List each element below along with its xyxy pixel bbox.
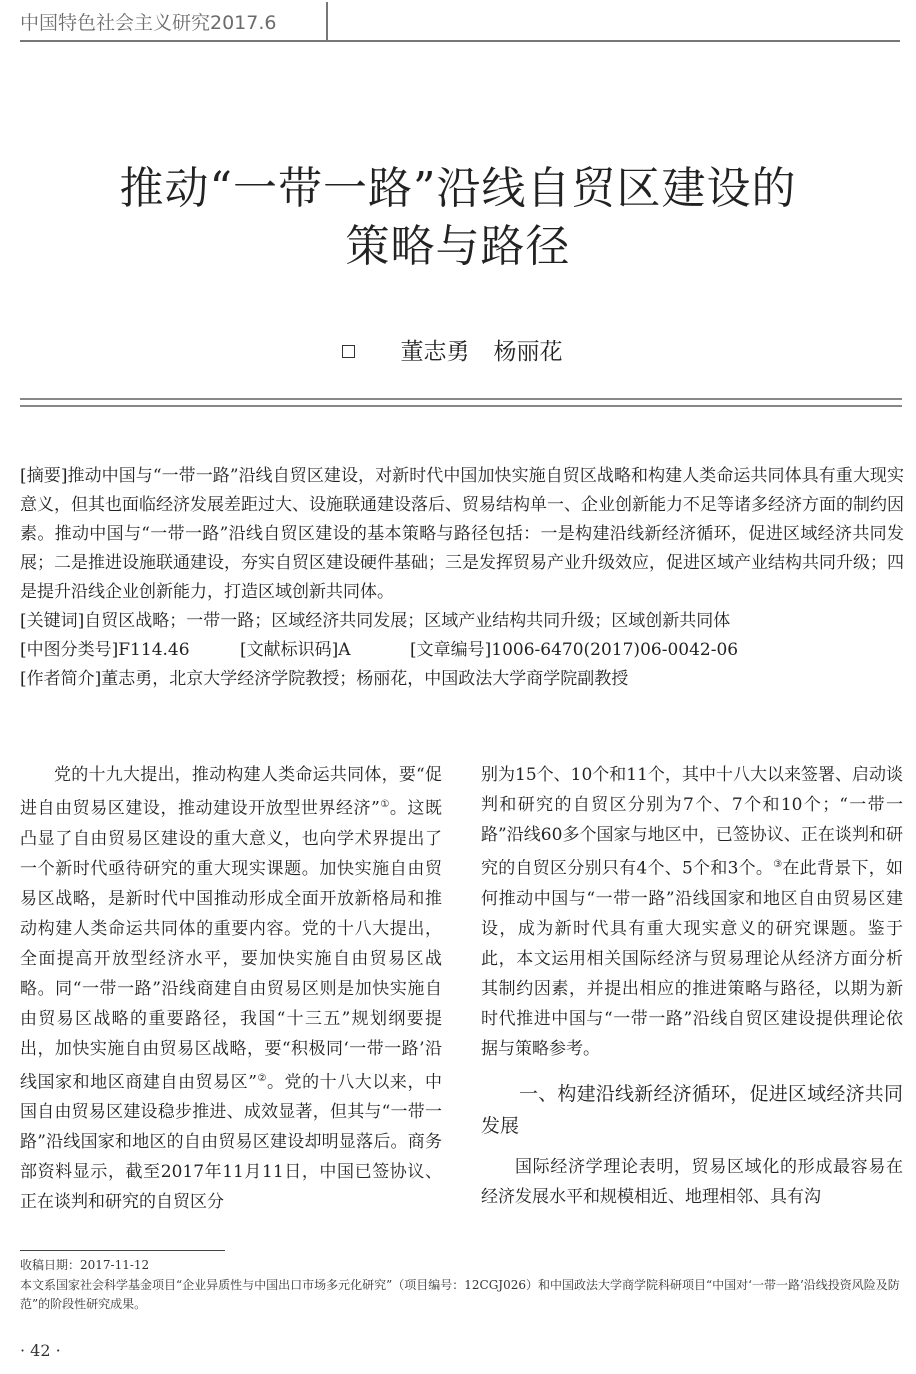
body-paragraph: [481, 760, 903, 1064]
footnote-ref: ①: [379, 799, 390, 810]
abstract-text: [摘要]推动中国与“一带一路”沿线自贸区建设，对新时代中国加快实施自贸区战略和构建人类命运共同体具有重大现实意义，但其也面临经济发展差距过大、设施联通建设落后、贸易结构单一、企业创新能力不足等诸多经济方面的制约因素。推动中国与“一带一路”沿线自贸区建设的基本策略与路径包括：一是构建沿线新经济循环，促进区域经济共同发展；二是推进设施联通建设，夯实自贸区建设硬件基础；三是发挥贸易产业升级效应，促进区域产业结构共同升级；四是提升沿线企业创新能力，打造区域创新共同体。: [20, 466, 904, 602]
text-run: 在此背景下，如何推动中国与“一带一路”沿线国家和地区自由贸易区建设，成为新时代具有重大现实意义的研究课题。鉴于此，本文运用相关国际经济与贸易理论从经济方面分析其制约因素，并提出相应的推进策略与路径，以期为新时代推进中国与“一带一路”沿线自贸区建设提供理论依据与策略参考。: [481, 858, 904, 1059]
footnote-ref: ②: [256, 1072, 267, 1084]
author-line: [0, 333, 916, 366]
received-date: 收稿日期：2017-11-12: [20, 1258, 150, 1272]
body-column-right: [481, 760, 903, 1212]
document-code: [文献标识码]A: [240, 640, 351, 660]
article-number: [文章编号]1006-6470(2017)06-0042-06: [410, 640, 739, 660]
header-rule: [20, 40, 900, 42]
page-number: · 42 ·: [20, 1341, 61, 1360]
square-bullet-icon: [342, 345, 355, 358]
journal-header: 中国特色社会主义研究2017.6: [20, 12, 277, 34]
text-run: 别为15个、10个和11个，其中十八大以来签署、启动谈判和研究的自贸区分别为7个、7个和10个；“一带一路”沿线60多个国家与地区中，已签协议、正在谈判和研究的自贸区分别只有4个、5个和3个。: [481, 765, 903, 879]
classification-line: [20, 636, 904, 665]
author-intro: [作者简介]董志勇，北京大学经济学院教授；杨丽花，中国政法大学商学院副教授: [20, 669, 629, 689]
author-name: 董志勇: [400, 339, 470, 365]
section-heading: 一、构建沿线新经济循环，促进区域经济共同发展: [481, 1082, 903, 1137]
abstract-block: [20, 462, 904, 694]
title-rule-bottom: [20, 405, 902, 407]
text-run: 。这既凸显了自由贸易区建设的重大意义，也向学术界提出了一个新时代亟待研究的重大现实课题。加快实施自由贸易区战略，是新时代中国推动形成全面开放新格局和推动构建人类命运共同体的重要内容。党的十八大提出，全面提高开放型经济水平，要加快实施自由贸易区战略。同“一带一路”沿线商建自由贸易区则是加快实施自由贸易区战略的重要路径，我国“十三五”规划纲要提出，加快实施自由贸易区战略，要“积极同‘一带一路’沿线国家和地区商建自由贸易区”: [20, 798, 442, 1093]
body-paragraph: [20, 760, 442, 1217]
body-column-left: [20, 760, 442, 1217]
text-run: 党的十九大提出，推动构建人类命运共同体，要“促进自由贸易区建设，推动建设开放型世界经济”: [20, 765, 442, 819]
footnote-ref: ③: [773, 859, 783, 870]
body-paragraph: 国际经济学理论表明，贸易区域化的形成最容易在经济发展水平和规模相近、地理相邻、具有沟: [481, 1156, 903, 1207]
text-run: 。党的十八大以来，中国自由贸易区建设稳步推进、成效显著，但其与“一带一路”沿线国家和地区的自由贸易区建设却明显落后。商务部资料显示，截至2017年11月11日，中国已签协议、正在谈判和研究的自贸区分: [20, 1072, 442, 1213]
author-name: 杨丽花: [493, 339, 563, 365]
fund-note: 本文系国家社会科学基金项目“企业异质性与中国出口市场多元化研究”（项目编号：12CGJ026）和中国政法大学商学院科研项目“中国对‘一带一路’沿线投资风险及防范”的阶段性研究成果。: [20, 1278, 900, 1311]
clc-number: [中图分类号]F114.46: [20, 640, 190, 660]
footnote-rule: [20, 1250, 225, 1251]
title-rule-top: [20, 398, 902, 400]
header-divider: [326, 2, 328, 40]
article-title-line2: 策略与路径: [345, 221, 571, 272]
article-title-line1: 推动“一带一路”沿线自贸区建设的: [119, 163, 797, 214]
keywords: [关键词]自贸区战略；一带一路；区域经济共同发展；区域产业结构共同升级；区域创新共同体: [20, 611, 731, 631]
